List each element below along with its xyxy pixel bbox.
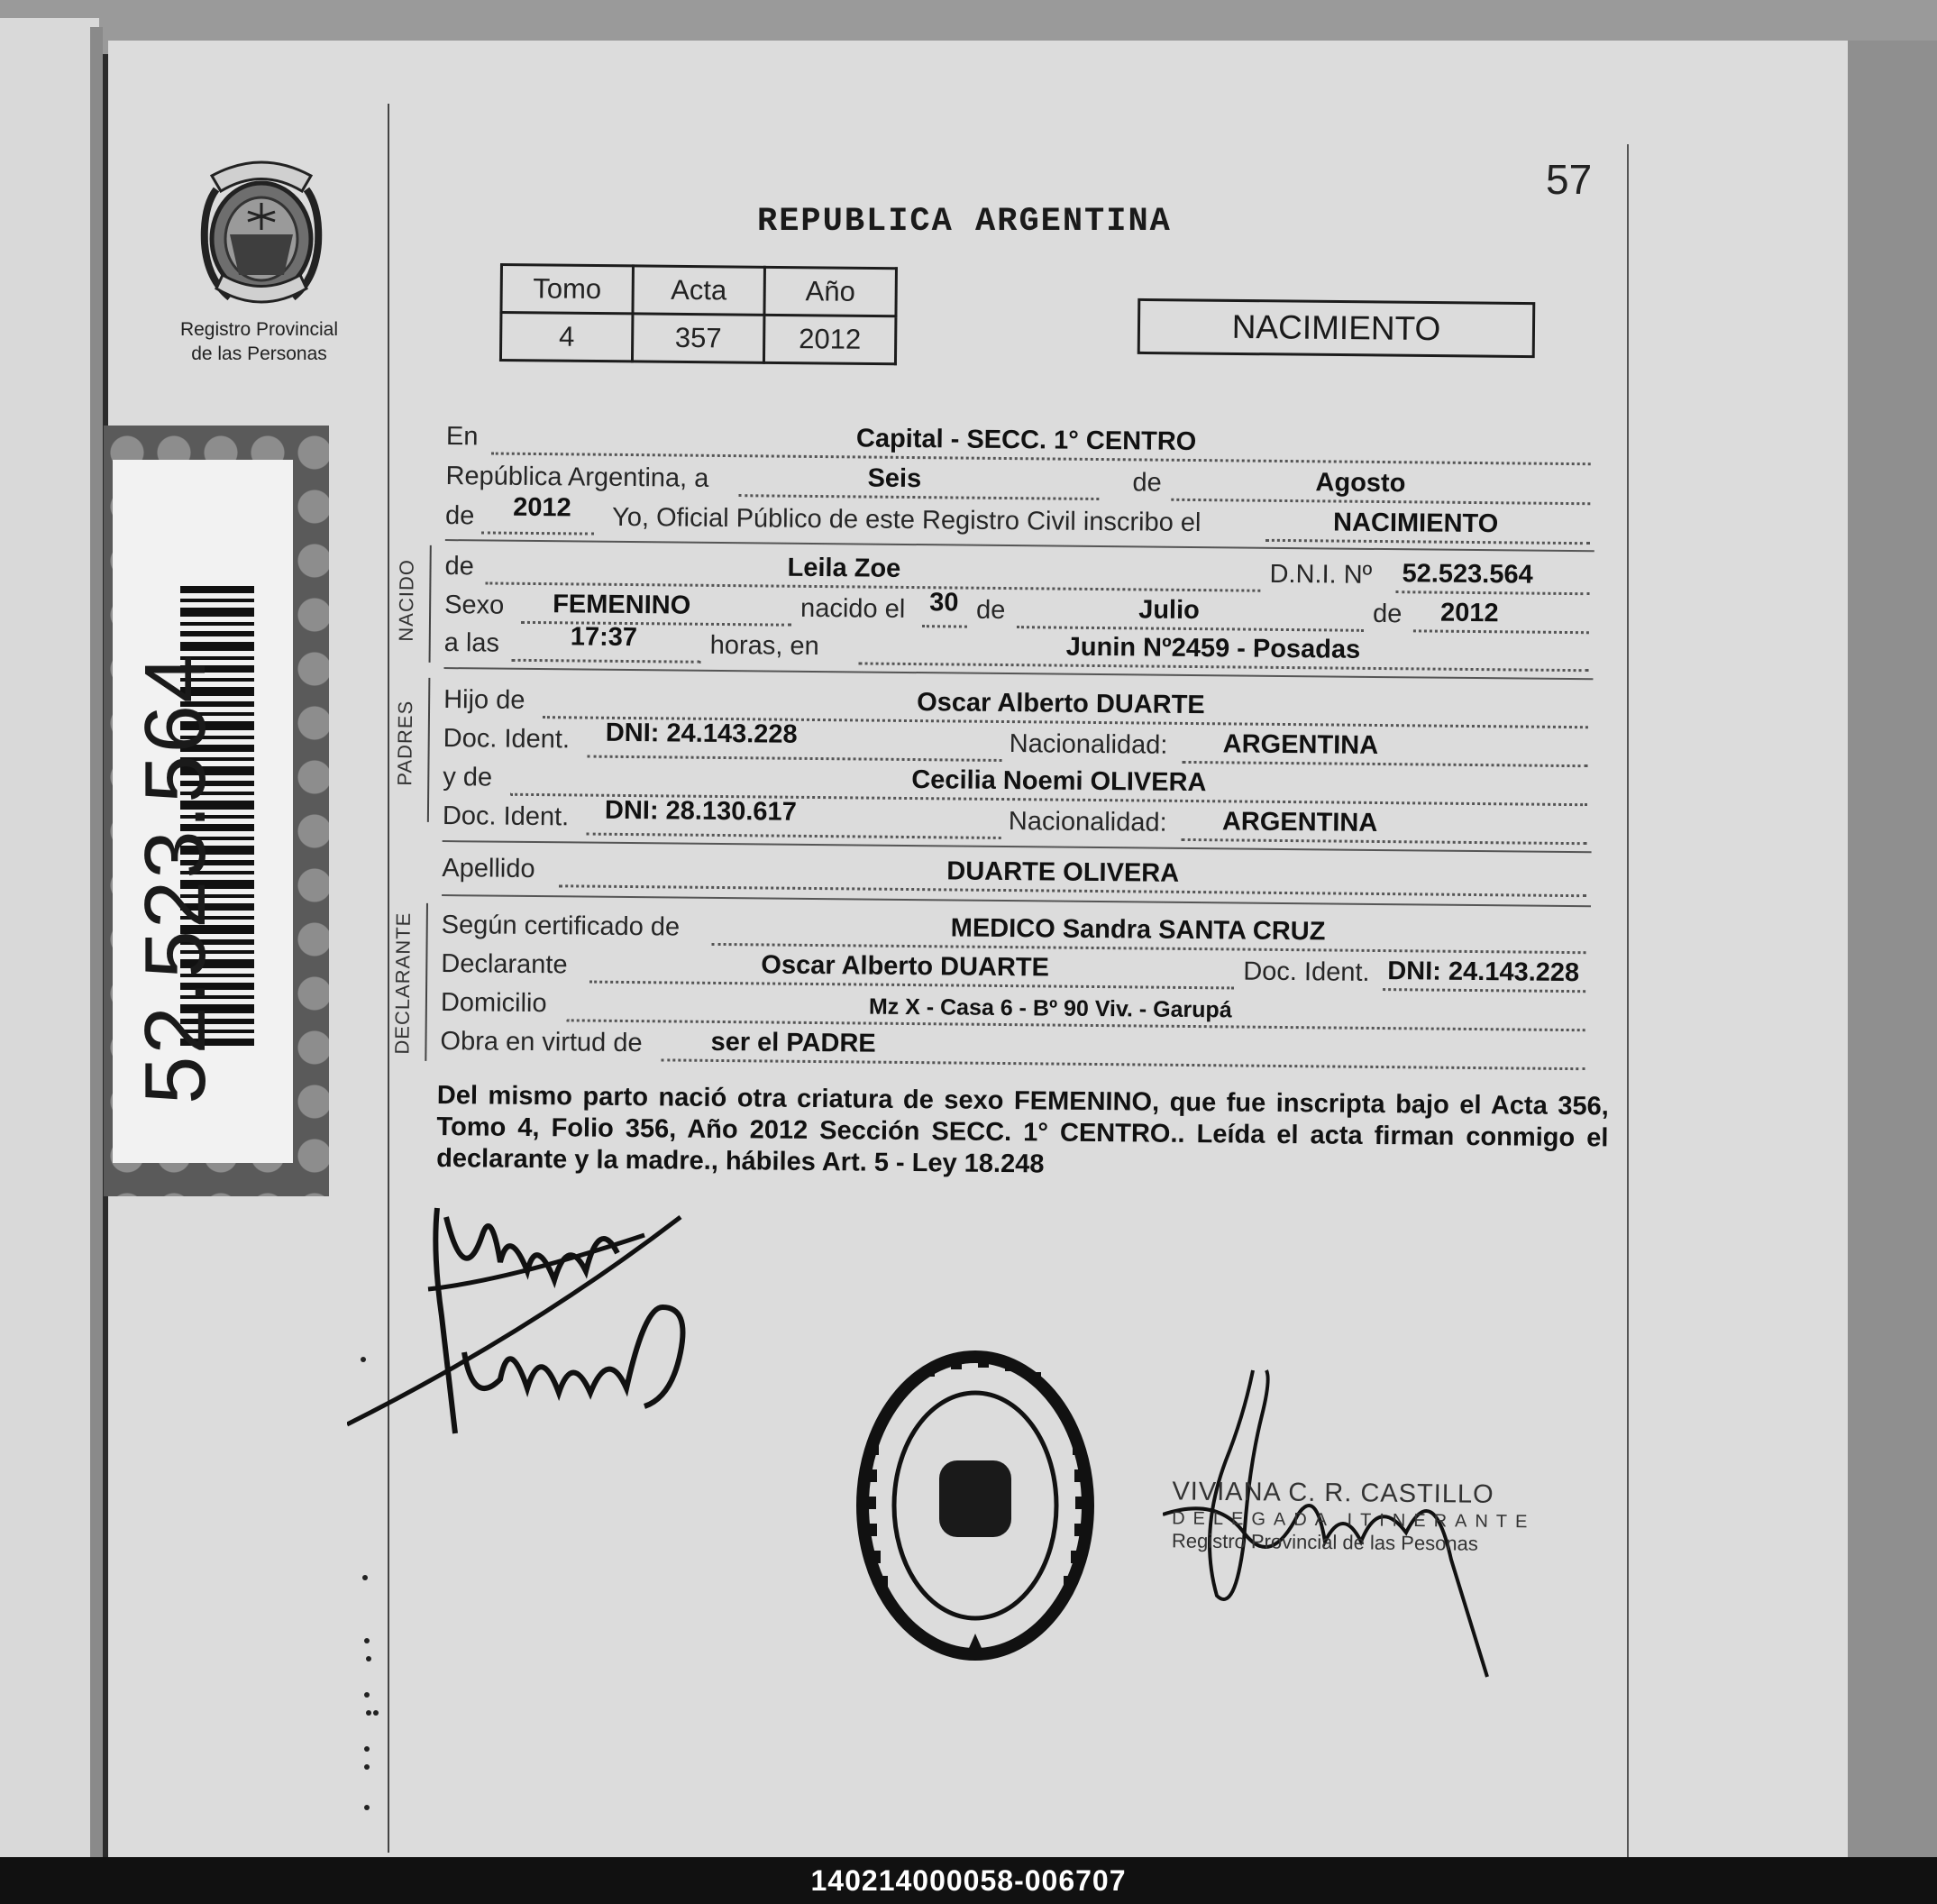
registry-name-line1: Registro Provincial bbox=[179, 319, 339, 340]
dotted-line bbox=[512, 659, 701, 664]
de-label: de bbox=[1372, 599, 1402, 629]
dotted-line bbox=[1395, 590, 1589, 595]
nationality-label: Nacionalidad: bbox=[1008, 807, 1167, 838]
punch-marks bbox=[356, 1352, 383, 1839]
address-value: Mz X - Casa 6 - Bº 90 Viv. - Garupá bbox=[868, 993, 1232, 1023]
book-spine-edge bbox=[90, 27, 103, 1857]
declarant-doc-value: DNI: 24.143.228 bbox=[1387, 957, 1580, 988]
mother-doc-value: DNI: 28.130.617 bbox=[604, 795, 797, 827]
scan-id: 140214000058-006707 bbox=[810, 1863, 1127, 1897]
record-type-box: NACIMIENTO bbox=[1138, 298, 1536, 358]
time-label: a las bbox=[443, 628, 500, 658]
left-book-page bbox=[0, 18, 99, 1857]
page-number: 57 bbox=[1546, 156, 1593, 203]
table-value-cell: 4 bbox=[500, 313, 633, 362]
capacity-value: ser el PADRE bbox=[710, 1027, 876, 1058]
sex-label: Sexo bbox=[444, 590, 505, 620]
and-of-label: y de bbox=[443, 763, 493, 792]
year-value: 2012 bbox=[513, 492, 571, 523]
dotted-line bbox=[1265, 539, 1590, 545]
certificate-label: Según certificado de bbox=[441, 911, 681, 942]
father-name-value: Oscar Alberto DUARTE bbox=[916, 688, 1205, 720]
father-doc-value: DNI: 24.143.228 bbox=[605, 718, 798, 749]
de-label: de bbox=[444, 552, 474, 581]
day-value: Seis bbox=[867, 463, 922, 494]
doc-ident-label: Doc. Ident. bbox=[442, 801, 570, 832]
section-label-declarant: DECLARANTE bbox=[390, 911, 415, 1055]
birth-time-value: 17:37 bbox=[570, 622, 638, 653]
table-value-cell: 357 bbox=[632, 314, 764, 362]
table-header-cell: Acta bbox=[633, 266, 765, 315]
de-label: de bbox=[1132, 468, 1162, 498]
republic-label: República Argentina, a bbox=[445, 462, 709, 493]
official-role: DELEGADA ITINERANTE bbox=[1172, 1508, 1536, 1533]
dni-label: D.N.I. Nº bbox=[1269, 559, 1373, 590]
table-header-cell: Tomo bbox=[501, 265, 634, 314]
sex-value: FEMENINO bbox=[553, 590, 691, 620]
additional-note: Del mismo parto nació otra criatura de sexo FEMENINO, que fue inscripta bajo el Acta 356, Tomo 4, Folio 356, Año 2012 Sección SECC. 1° CENTRO.. Leída el acta firman conmigo el declarante y la madre., hábiles Art. 5 - Ley 18.248 bbox=[436, 1081, 1609, 1179]
birth-month-value: Julio bbox=[1138, 595, 1200, 626]
right-margin-line bbox=[1627, 144, 1629, 1857]
sticker-number: 52.523.564 bbox=[127, 653, 224, 1104]
section-label-parents: PADRES bbox=[393, 700, 417, 786]
surname-value: DUARTE OLIVERA bbox=[946, 856, 1180, 888]
record-table-header-row bbox=[501, 265, 896, 316]
act-type-value: NACIMIENTO bbox=[1332, 508, 1499, 539]
child-name-value: Leila Zoe bbox=[787, 553, 901, 583]
registry-name-line2: de las Personas bbox=[191, 343, 327, 364]
born-label: nacido el bbox=[799, 593, 906, 624]
certificate-value: MEDICO Sandra SANTA CRUZ bbox=[950, 913, 1326, 947]
official-stamp bbox=[1171, 1477, 1536, 1588]
official-office: Registro Provincial de las Pesonas bbox=[1171, 1529, 1478, 1555]
child-of-label: Hijo de bbox=[443, 685, 525, 715]
de-label: de bbox=[444, 501, 475, 531]
doc-ident-label: Doc. Ident. bbox=[443, 724, 571, 755]
registry-name bbox=[158, 317, 361, 366]
en-label: En bbox=[445, 422, 479, 452]
official-name: VIVIANA C. R. CASTILLO bbox=[1172, 1477, 1494, 1509]
surname-label: Apellido bbox=[442, 854, 535, 884]
official-text: Yo, Oficial Público de este Registro Civil inscribo el bbox=[611, 502, 1201, 538]
dotted-line bbox=[1383, 988, 1585, 993]
record-table-value-row bbox=[500, 313, 895, 364]
birth-place-value: Junin Nº2459 - Posadas bbox=[1065, 632, 1361, 664]
birth-day-value: 30 bbox=[929, 588, 959, 618]
doc-ident-label: Doc. Ident. bbox=[1243, 957, 1370, 987]
declarant-value: Oscar Alberto DUARTE bbox=[761, 950, 1050, 983]
address-label: Domicilio bbox=[440, 988, 547, 1019]
declarant-signature bbox=[347, 1181, 771, 1451]
section-label-born: NACIDO bbox=[394, 558, 418, 642]
dotted-line bbox=[481, 531, 594, 535]
birth-year-value: 2012 bbox=[1439, 598, 1499, 628]
dotted-line bbox=[922, 625, 967, 627]
document-title: REPUBLICA ARGENTINA bbox=[757, 203, 1172, 241]
dni-value: 52.523.564 bbox=[1402, 559, 1533, 590]
father-nationality-value: ARGENTINA bbox=[1222, 729, 1379, 760]
province-emblem-icon bbox=[185, 153, 338, 311]
record-table bbox=[499, 263, 898, 365]
place-value: Capital - SECC. 1° CENTRO bbox=[855, 424, 1197, 457]
dotted-line bbox=[1413, 629, 1589, 634]
footer-bar bbox=[0, 1857, 1937, 1904]
nationality-label: Nacionalidad: bbox=[1009, 729, 1168, 760]
mother-name-value: Cecilia Noemi OLIVERA bbox=[911, 765, 1207, 798]
table-header-cell: Año bbox=[764, 267, 897, 316]
capacity-label: Obra en virtud de bbox=[440, 1027, 643, 1058]
month-value: Agosto bbox=[1315, 468, 1406, 499]
table-value-cell: 2012 bbox=[763, 315, 896, 363]
de-label: de bbox=[975, 595, 1006, 626]
dotted-line bbox=[521, 621, 791, 627]
declarant-label: Declarante bbox=[441, 949, 568, 980]
official-seal-icon bbox=[852, 1343, 1100, 1668]
hours-label: horas, en bbox=[709, 630, 819, 662]
mother-nationality-value: ARGENTINA bbox=[1221, 807, 1378, 838]
margin-line bbox=[388, 104, 389, 1853]
